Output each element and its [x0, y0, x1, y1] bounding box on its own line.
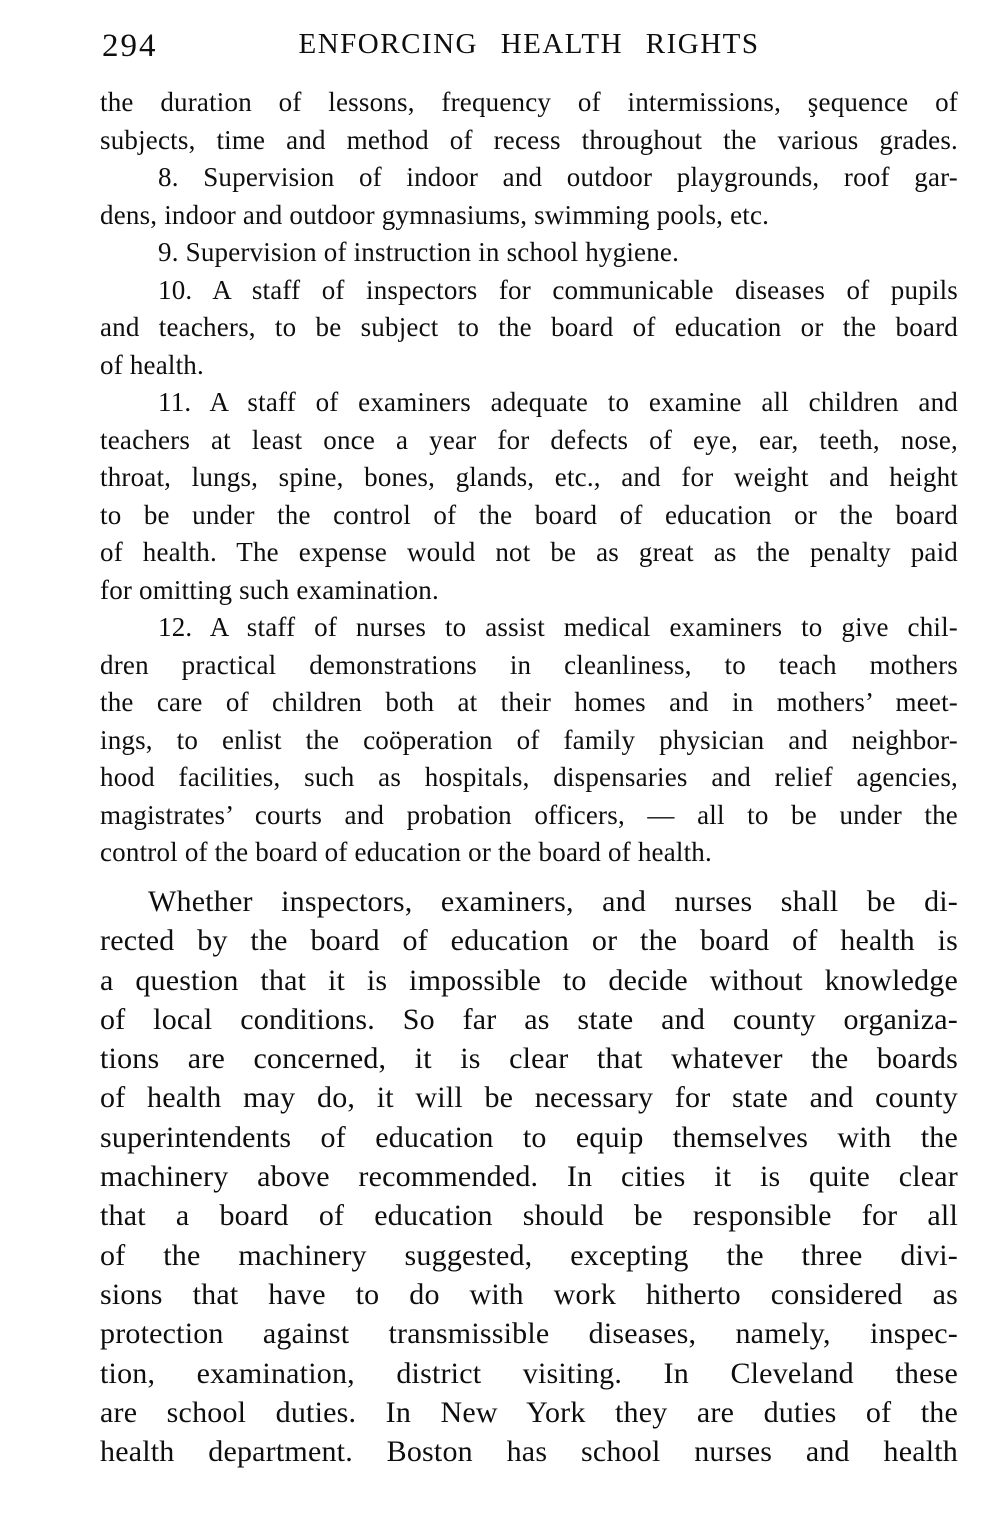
text-line: the care of children both at their homes and in mothers’ meet-: [100, 687, 958, 717]
text-line: that a board of education should be responsible for all: [100, 1199, 958, 1233]
text-line: control of the board of education or the board of health.: [100, 837, 712, 867]
text-line: 10. A staff of inspectors for communicable diseases of pupils: [158, 274, 958, 305]
text-line: tion, examination, district visiting. In Cleveland these: [100, 1356, 958, 1390]
text-line: ings, to enlist the coöperation of family physician and neighbor-: [100, 724, 958, 755]
text-line: of health.: [100, 349, 204, 380]
text-line: of health. The expense would not be as great as the penalty paid: [100, 537, 958, 567]
text-line: 9. Supervision of instruction in school hygiene.: [158, 237, 680, 267]
text-line: hood facilities, such as hospitals, dispensaries and relief agencies,: [100, 762, 958, 792]
text-line: for omitting such examination.: [100, 574, 439, 605]
text-line: 12. A staff of nurses to assist medical examiners to give chil-: [158, 612, 958, 642]
text-line: magistrates’ courts and probation officers, — all to be under the: [100, 799, 958, 830]
text-line: 8. Supervision of indoor and outdoor playgrounds, roof gar-: [158, 162, 958, 192]
text-line: tions are concerned, it is clear that whatever the boards: [100, 1042, 958, 1076]
text-line: and teachers, to be subject to the board of education or the board: [100, 312, 958, 342]
text-line: superintendents of education to equip themselves with the: [100, 1120, 958, 1154]
text-line: rected by the board of education or the board of health is: [100, 924, 958, 958]
numbered-list-section: [100, 84, 958, 872]
text-line: Whether inspectors, examiners, and nurses shall be di-: [148, 885, 958, 918]
text-line: protection against transmissible diseases, namely, inspec-: [100, 1317, 958, 1351]
text-line: are school duties. In New York they are duties of the: [100, 1395, 958, 1429]
text-line: teachers at least once a year for defects of eye, ear, teeth, nose,: [100, 424, 958, 455]
text-line: 11. A staff of examiners adequate to examine all children and: [158, 387, 958, 417]
text-line: subjects, time and method of recess throughout the various grades.: [100, 124, 958, 155]
text-line: to be under the control of the board of education or the board: [100, 499, 958, 530]
text-line: a question that it is impossible to decide without knowledge: [100, 963, 958, 997]
text-line: dens, indoor and outdoor gymnasiums, swimming pools, etc.: [100, 199, 770, 230]
text-line: machinery above recommended. In cities it is quite clear: [100, 1160, 958, 1194]
text-line: sions that have to do with work hitherto considered as: [100, 1277, 958, 1311]
text-line: of the machinery suggested, excepting the three divi-: [100, 1238, 958, 1272]
page-number: 294: [102, 28, 158, 64]
text-line: throat, lungs, spine, bones, glands, etc., and for weight and height: [100, 462, 958, 492]
page-header: [100, 24, 958, 70]
text-line: of local conditions. So far as state and county organiza-: [100, 1002, 958, 1036]
text-line: the duration of lessons, frequency of intermissions, şequence of: [100, 87, 958, 117]
text-line: dren practical demonstrations in cleanliness, to teach mothers: [100, 649, 958, 680]
closing-paragraph-section: [100, 882, 958, 1471]
text-line: of health may do, it will be necessary for state and county: [100, 1081, 958, 1115]
running-title: ENFORCING HEALTH RIGHTS: [298, 28, 760, 60]
text-line: health department. Boston has school nurses and health: [100, 1435, 958, 1469]
